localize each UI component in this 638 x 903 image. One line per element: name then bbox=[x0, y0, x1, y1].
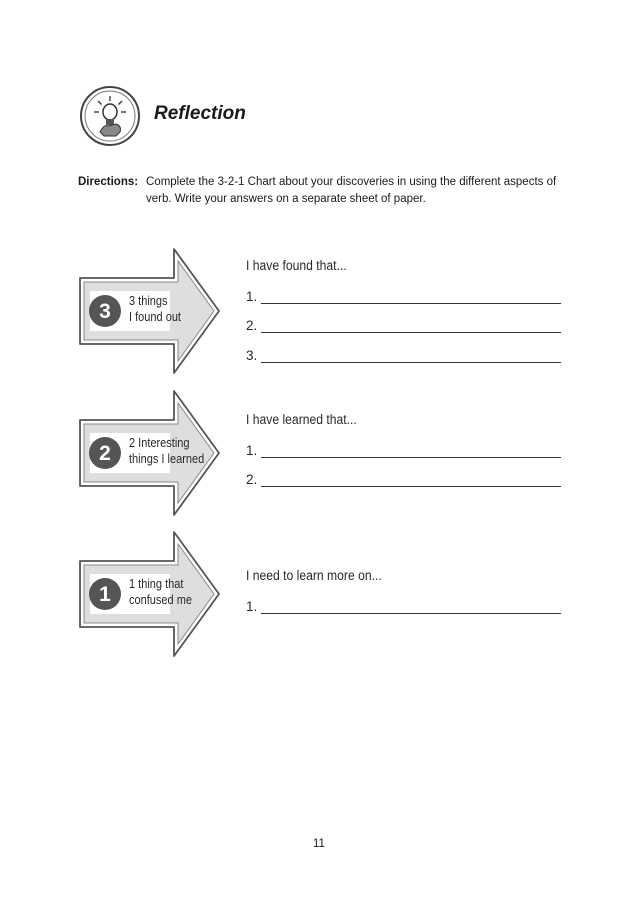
section-number: 2 bbox=[99, 442, 111, 465]
answer-line bbox=[246, 318, 561, 336]
line-number: 1. bbox=[246, 443, 258, 458]
section-prompt: I have learned that... bbox=[246, 412, 357, 427]
section-label-line1: 3 things bbox=[129, 294, 168, 308]
section-label-line2: I found out bbox=[129, 310, 181, 324]
page-number: 11 bbox=[313, 838, 325, 850]
lightbulb-hand-icon bbox=[78, 84, 142, 148]
line-number: 2. bbox=[246, 318, 258, 333]
directions-text: Complete the 3-2-1 Chart about your discoveries in using the different aspects of verb. Write your answers on a separate sheet of paper. bbox=[146, 176, 557, 205]
section-number: 3 bbox=[99, 300, 111, 323]
section-prompt: I have found that... bbox=[246, 258, 347, 273]
line-number: 1. bbox=[246, 289, 258, 304]
section-label-line1: 2 Interesting bbox=[129, 436, 190, 450]
section-number: 1 bbox=[99, 583, 111, 606]
section-label-line1: 1 thing that bbox=[129, 577, 184, 591]
section-prompt: I need to learn more on... bbox=[246, 568, 382, 583]
line-number: 3. bbox=[246, 348, 258, 363]
line-number: 1. bbox=[246, 599, 258, 614]
answer-line bbox=[246, 599, 561, 617]
answer-line bbox=[246, 443, 561, 461]
answer-line bbox=[246, 289, 561, 307]
line-number: 2. bbox=[246, 472, 258, 487]
page-title: Reflection bbox=[154, 103, 246, 124]
section-label-line2: confused me bbox=[129, 593, 192, 607]
answer-line bbox=[246, 472, 561, 490]
directions-label: Directions: bbox=[78, 176, 139, 188]
section-label-line2: things I learned bbox=[129, 452, 205, 466]
answer-line bbox=[246, 348, 561, 366]
